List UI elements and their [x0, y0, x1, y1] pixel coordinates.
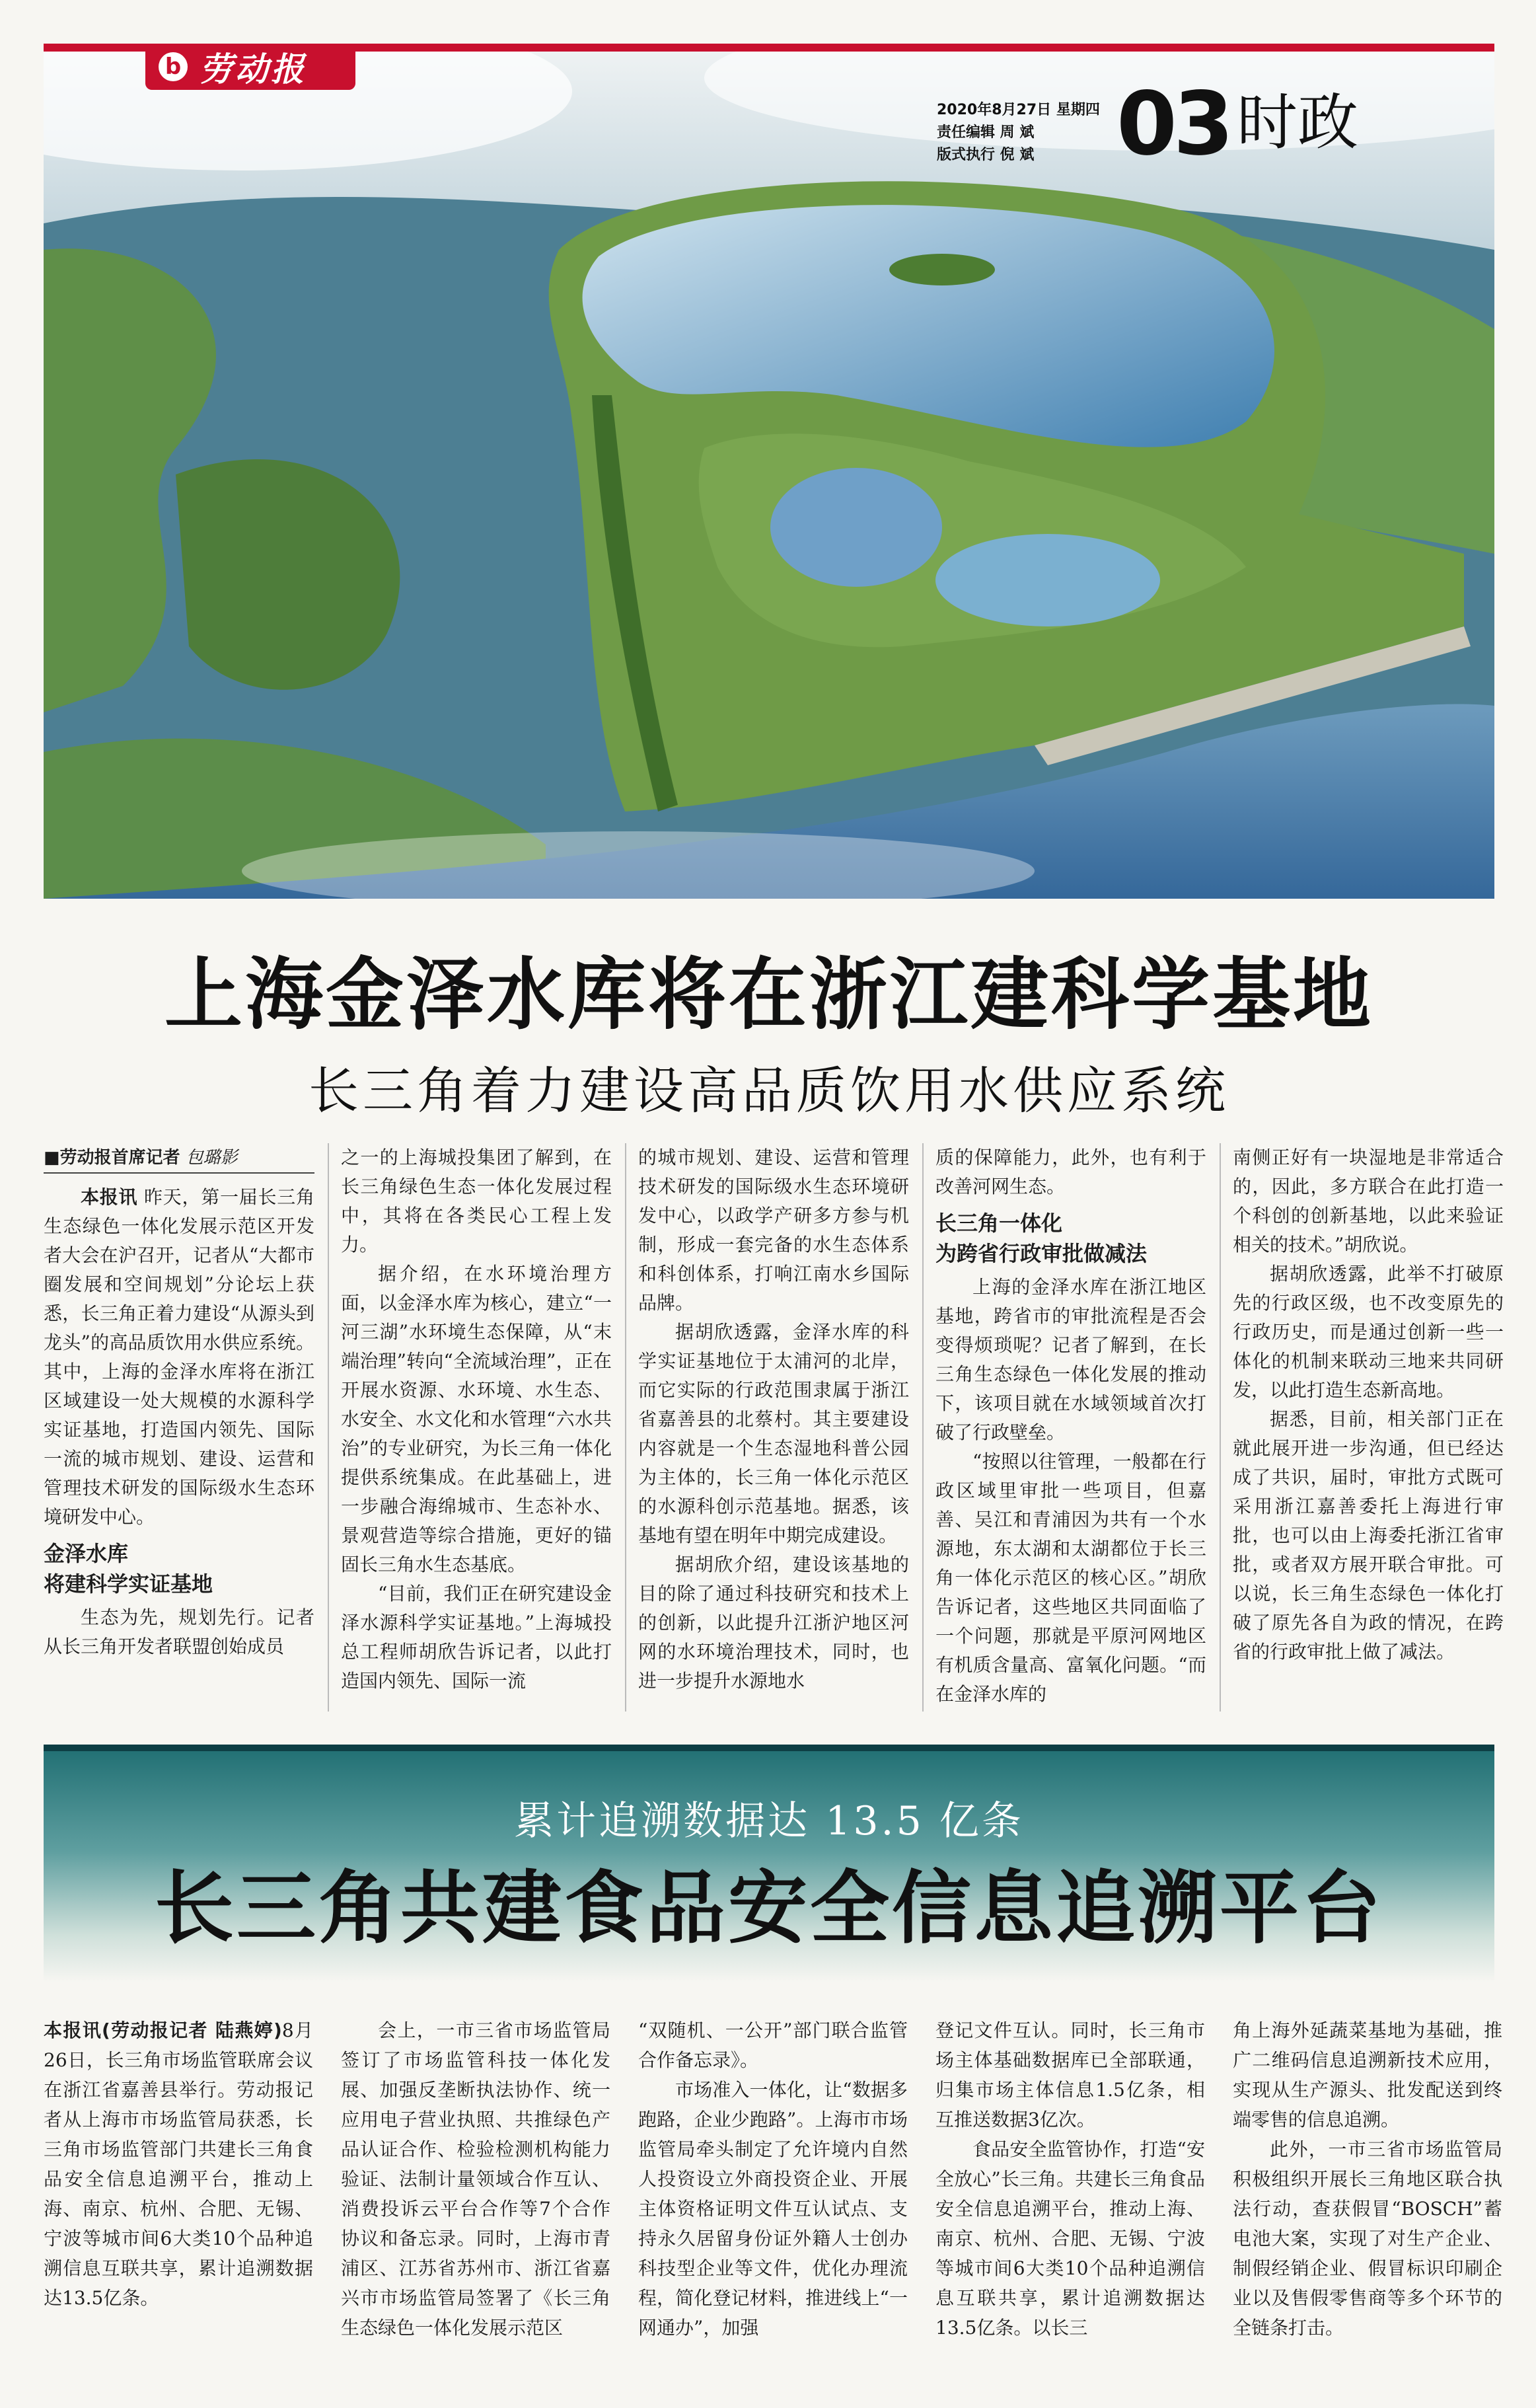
article2-col4 — [935, 2015, 1205, 2343]
paragraph: 食品安全监管协作，打造“安全放心”长三角。共建长三角食品安全信息追溯平台，推动上海、南京、杭州、合肥、无锡、宁波等城市间6大类10个品种追溯信息互联共享，累计追溯数据达13.5亿条。以长三 — [935, 2138, 1205, 2339]
paragraph: 据介绍，在水环境治理方面，以金泽水库为核心，建立“一河三湖”水环境生态保障，从“末端治理”转向“全流域治理”，正在开展水资源、水环境、水生态、水安全、水文化和水管理“六水共治”的专业研究，为长三角一体化提供系统集成。在此基础上，进一步融合海绵城市、生态补水、景观营造等综合措施，更好的锚固长三角水生态基底。 — [341, 1263, 612, 1575]
column-rule — [328, 1143, 329, 1712]
column-rule — [625, 1143, 626, 1712]
logo-mark-icon: b — [159, 52, 188, 81]
lead-label: 本报讯 — [81, 1186, 138, 1208]
article1-col1 — [44, 1143, 314, 1661]
subhead-integration: 长三角一体化 为跨省行政审批做减法 — [935, 1211, 1148, 1266]
article1-col5 — [1233, 1143, 1504, 1667]
lead-label: 本报讯(劳动报记者 陆燕婷) — [44, 2019, 282, 2041]
article1-subheadline: 长三角着力建设高品质饮用水供应系统 — [309, 1061, 1229, 1120]
column-rule — [922, 1143, 924, 1712]
article2-col5 — [1233, 2015, 1502, 2343]
date-line: 2020年8月27日 星期四 — [937, 102, 1100, 118]
layout-line: 版式执行 倪 斌 — [937, 147, 1035, 163]
paragraph: 市场准入一体化，让“数据多跑路，企业少跑路”。上海市市场监管局牵头制定了允许境内自然人投资设立外商投资企业、开展主体资格证明文件互认试点、支持永久居留身份证外籍人士创办科技型企业等文件，优化办理流程，简化登记材料，推进线上“一网通办”，加强 — [638, 2079, 908, 2339]
paragraph: 据胡欣介绍，建设该基地的目的除了通过科技研究和技术上的创新，以此提升江浙沪地区河网的水环境治理技术，同时，也进一步提升水源地水 — [638, 1554, 909, 1692]
paragraph: 上海的金泽水库在浙江地区基地，跨省市的审批流程是否会变得烦琐呢？记者了解到，在长三角生态绿色一体化发展的推动下，该项目就在水域领域首次打破了行政壁垒。 — [935, 1276, 1206, 1443]
paragraph: 会上，一市三省市场监管局签订了市场监管科技一体化发展、加强反垄断执法协作、统一应用电子营业执照、共推绿色产品认证合作、检验检测机构能力验证、法制计量领域合作互认、消费投诉云平台合作等7个合作协议和备忘录。同时，上海市青浦区、江苏省苏州市、浙江省嘉兴市市场监管局签署了《长三角生态绿色一体化发展示范区 — [341, 2019, 610, 2339]
editor-line: 责任编辑 周 斌 — [937, 124, 1035, 141]
paragraph: 登记文件互认。同时，长三角市场主体基础数据库已全部联通，归集市场主体信息1.5亿条，相互推送数据3亿次。 — [935, 2019, 1205, 2130]
paragraph: “目前，我们正在研究建设金泽水源科学实证基地。”上海城投总工程师胡欣告诉记者，以此打造国内领先、国际一流 — [341, 1583, 612, 1692]
paragraph: 据悉，目前，相关部门正在就此展开进一步沟通，但已经达成了共识，届时，审批方式既可采用浙江嘉善委托上海进行审批，也可以由上海委托浙江省审批，或者双方展开联合审批。可以说，长三角生态绿色一体化打破了原先各自为政的情况，在跨省的行政审批上做了减法。 — [1233, 1408, 1504, 1663]
paragraph: 本报讯 昨天，第一届长三角生态绿色一体化发展示范区开发者大会在沪召开，记者从“大都市圈发展和空间规划”分论坛上获悉，长三角正着力建设“从源头到龙头”的高品质饮用水供应系统。其中，上海的金泽水库将在浙江区域建设一处大规模的水源科学实证基地，打造国内领先、国际一流的城市规划、建设、运营和管理技术研发的国际级水生态环境研发中心。 — [44, 1186, 314, 1528]
newspaper-logo — [145, 44, 355, 90]
section-name: 时政 — [1237, 87, 1359, 158]
paragraph: 质的保障能力，此外，也有利于改善河网生态。 — [935, 1147, 1206, 1197]
article1-col2 — [341, 1143, 612, 1696]
paragraph: 南侧正好有一块湿地是非常适合的，因此，多方联合在此打造一个科创的创新基地，以此来验证相关的技术。”胡欣说。 — [1233, 1147, 1504, 1256]
article1-col3 — [638, 1143, 909, 1696]
paragraph: 据胡欣透露，此举不打破原先的行政区级，也不改变原先的行政历史，而是通过创新一些一体化的机制来联动三地来共同研发，以此打造生态新高地。 — [1233, 1263, 1504, 1401]
page-number: 03 — [1116, 73, 1230, 175]
edition-meta — [937, 99, 1100, 167]
paragraph: 此外，一市三省市场监管局积极组织开展长三角地区联合执法行动，查获假冒“BOSCH”蓄电池大案，实现了对生产企业、制假经销企业、假冒标识印刷企业以及售假零售商等多个环节的全链条打击。 — [1233, 2138, 1502, 2339]
paragraph: 据胡欣透露，金泽水库的科学实证基地位于太浦河的北岸，而它实际的行政范围隶属于浙江省嘉善县的北蔡村。其主要建设内容就是一个生态湿地科普公园为主体的，长三角一体化示范区的水源科创示范基地。据悉，该基地有望在明年中期完成建设。 — [638, 1321, 909, 1546]
article1-headline: 上海金泽水库将在浙江建科学基地 — [164, 948, 1373, 1040]
reservoir-aerial-photo — [44, 52, 1494, 899]
article2-col2 — [341, 2015, 610, 2343]
column-rule — [1220, 1143, 1221, 1712]
paragraph: 本报讯(劳动报记者 陆燕婷)8月26日，长三角市场监管联席会议在浙江省嘉善县举行。劳动报记者从上海市市场监管局获悉，长三角市场监管部门共建长三角食品安全信息追溯平台，推动上海、南京、杭州、合肥、无锡、宁波等城市间6大类10个品种追溯信息互联共享，累计追溯数据达13.5亿条。 — [44, 2019, 313, 2309]
byline-name: 包璐影 — [186, 1148, 238, 1168]
logo-text: 劳动报 — [200, 50, 307, 89]
article2-col3 — [638, 2015, 908, 2343]
byline-label: ■劳动报首席记者 — [44, 1148, 180, 1168]
article1-col4 — [935, 1143, 1206, 1709]
banner-top-line — [44, 1745, 1494, 1751]
paragraph: 的城市规划、建设、运营和管理技术研发的国际级水生态环境研发中心，以政学产研多方参与机制，形成一套完备的水生态体系和科创体系，打响江南水乡国际品牌。 — [638, 1147, 909, 1314]
article2-col1 — [44, 2015, 313, 2313]
paragraph: “双随机、一公开”部门联合监管合作备忘录》。 — [638, 2019, 908, 2071]
article2-headline: 长三角共建食品安全信息追溯平台 — [155, 1862, 1383, 1955]
subhead-jinze: 金泽水库 将建科学实证基地 — [44, 1541, 213, 1597]
article2-kicker: 累计追溯数据达 13.5 亿条 — [514, 1798, 1024, 1844]
paragraph: 角上海外延蔬菜基地为基础，推广二维码信息追溯新技术应用，实现从生产源头、批发配送到终端零售的信息追溯。 — [1233, 2019, 1502, 2130]
article1-byline — [44, 1143, 314, 1174]
paragraph: 之一的上海城投集团了解到，在长三角绿色生态一体化发展过程中，其将在各类民心工程上发力。 — [341, 1147, 612, 1256]
paragraph: 生态为先，规划先行。记者从长三角开发者联盟创始成员 — [44, 1606, 314, 1657]
paragraph: “按照以往管理，一般都在行政区域里审批一些项目，但嘉善、吴江和青浦因为共有一个水源地，东太湖和太湖都位于长三角一体化示范区的核心区。”胡欣告诉记者，这些地区共同面临了一个问题，那就是平原河网地区有机质含量高、富氧化问题。“而在金泽水库的 — [935, 1450, 1206, 1705]
